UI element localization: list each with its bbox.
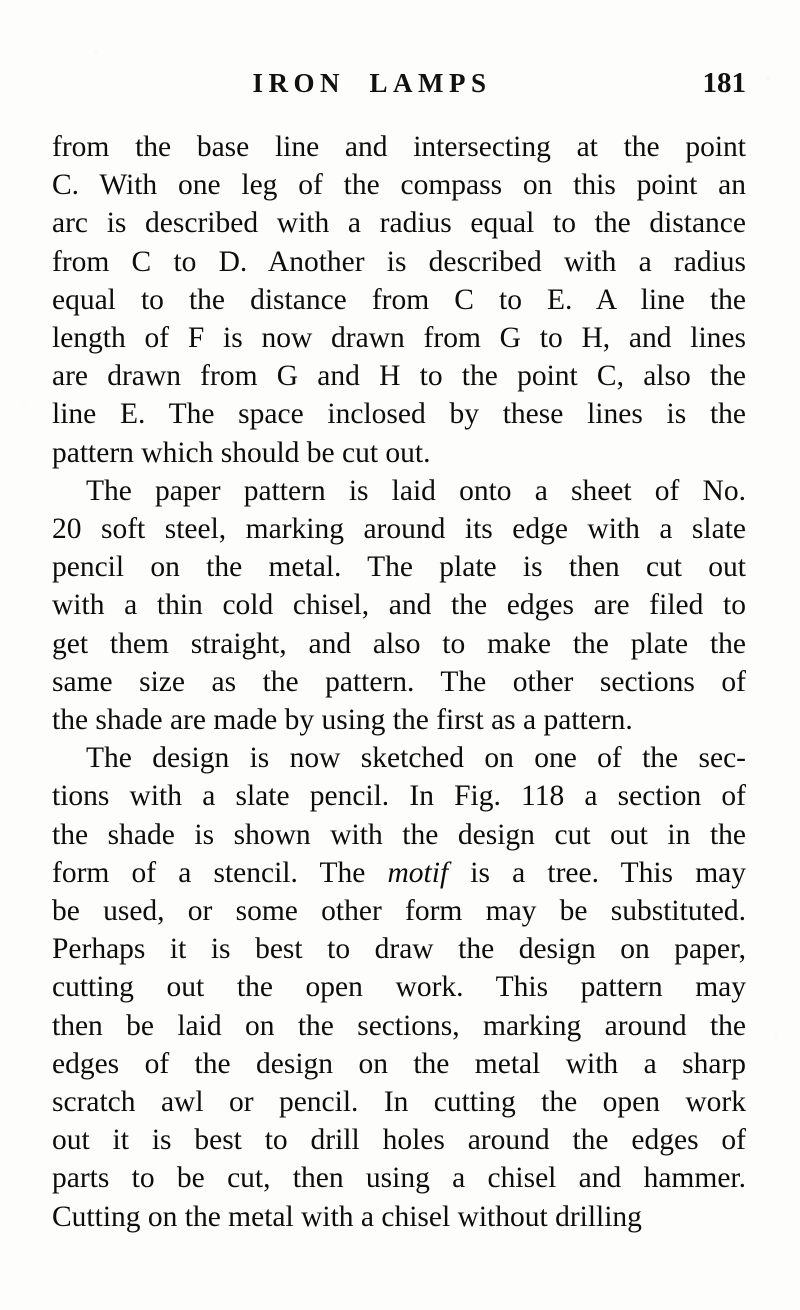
page-content xyxy=(52,0,746,1310)
page-number: 181 xyxy=(702,67,746,99)
text-line: 20 soft steel, marking around its edge with a slate xyxy=(52,513,746,546)
text-line-with-italic xyxy=(52,854,746,892)
text-line: get them straight, and also to make the plate the xyxy=(52,627,746,660)
text-line: arc is described with a radius equal to the distance xyxy=(52,207,746,240)
italic-term-motif: motif xyxy=(387,856,449,889)
text-line: pencil on the metal. The plate is then cut out xyxy=(52,551,746,584)
text-line: from the base line and intersecting at the point xyxy=(52,131,746,163)
text-line: be used, or some other form may be substituted. xyxy=(52,895,746,928)
line-fragment: is a tree. This may xyxy=(448,856,746,889)
text-line: The design is now sketched on one of the sec- xyxy=(86,742,746,775)
line-fragment: form of a stencil. The xyxy=(52,856,388,889)
text-line: from C to D. Another is described with a radius xyxy=(52,245,746,278)
text-line: with a thin cold chisel, and the edges are filed to xyxy=(52,589,746,622)
text-line: tions with a slate pencil. In Fig. 118 a section of xyxy=(52,780,746,813)
text-line: pattern which should be cut out. xyxy=(52,436,431,469)
text-line: edges of the design on the metal with a sharp xyxy=(52,1047,746,1080)
text-line: scratch awl or pencil. In cutting the open work xyxy=(52,1086,746,1119)
text-line: Cutting on the metal with a chisel without drilling xyxy=(52,1200,642,1233)
text-line: line E. The space inclosed by these lines is the xyxy=(52,398,746,431)
text-line: equal to the distance from C to E. A line the xyxy=(52,283,746,316)
text-line: Perhaps it is best to draw the design on paper, xyxy=(52,933,746,966)
text-line: length of F is now drawn from G to H, and lines xyxy=(52,322,746,355)
running-head-title: IRON LAMPS xyxy=(252,68,492,98)
running-head xyxy=(52,66,746,102)
text-line: are drawn from G and H to the point C, also the xyxy=(52,360,746,393)
paragraph xyxy=(52,739,746,1236)
text-line: parts to be cut, then using a chisel and hammer. xyxy=(52,1162,746,1195)
text-line: The paper pattern is laid onto a sheet of No. xyxy=(86,474,746,507)
text-line: cutting out the open work. This pattern may xyxy=(52,971,746,1004)
text-line: same size as the pattern. The other sections of xyxy=(52,665,746,698)
text-line: the shade is shown with the design cut out in the xyxy=(52,818,746,851)
body-text xyxy=(52,128,746,1236)
text-line: then be laid on the sections, marking around the xyxy=(52,1009,746,1042)
paragraph xyxy=(52,128,746,472)
paragraph xyxy=(52,472,746,739)
text-line: C. With one leg of the compass on this point an xyxy=(52,169,746,202)
text-line: the shade are made by using the first as a pattern. xyxy=(52,704,633,737)
text-line: out it is best to drill holes around the edges of xyxy=(52,1124,746,1157)
